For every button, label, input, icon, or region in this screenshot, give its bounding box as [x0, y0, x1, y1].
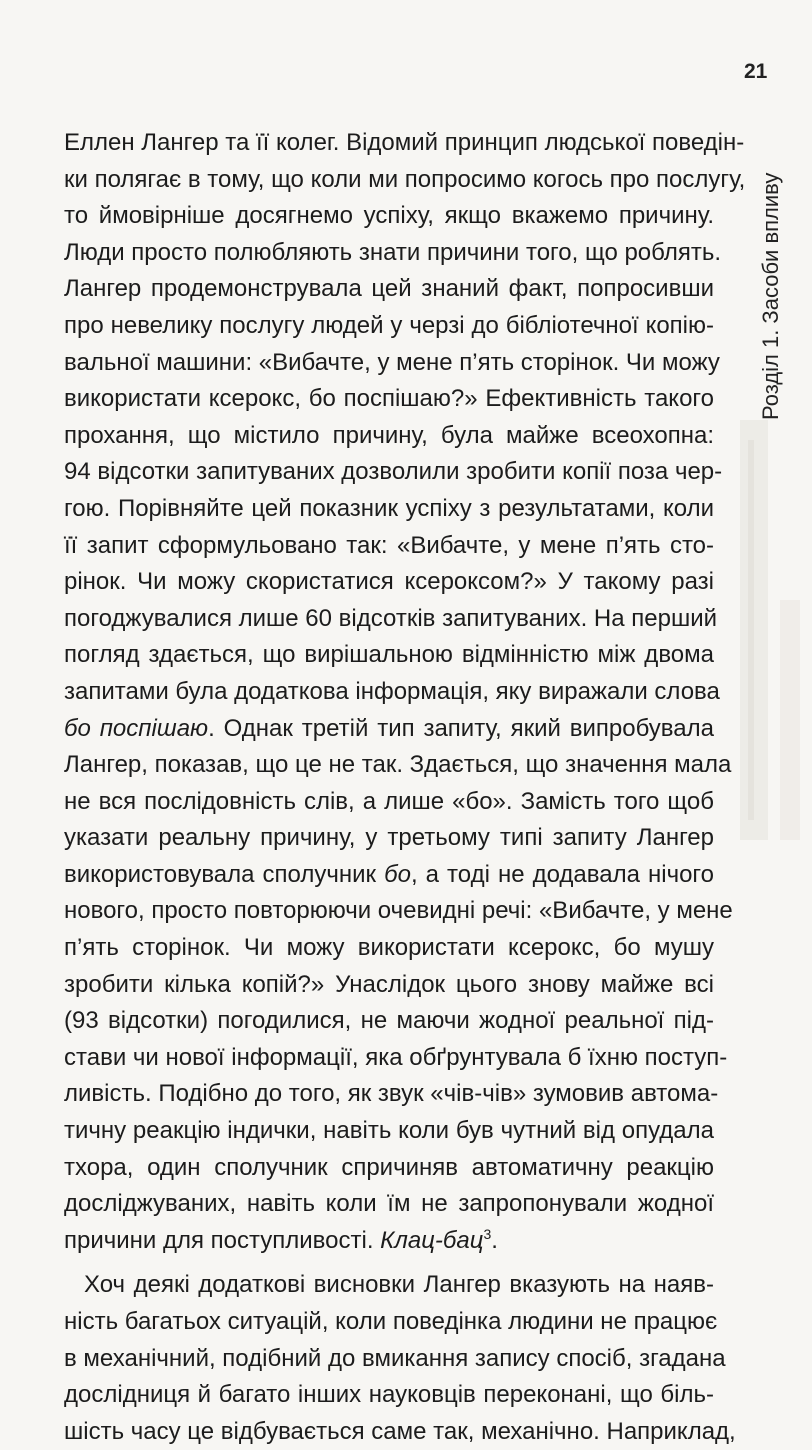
text-line	[64, 1341, 726, 1378]
text-segment: використовувала сполучник	[64, 860, 385, 888]
text-segment: гою. Порівняйте цей показник успіху з результатами, коли	[64, 494, 714, 522]
text-segment: п’ять сторінок. Чи можу використати ксерокс, бо мушу	[64, 934, 714, 962]
text-line	[64, 930, 714, 967]
text-line	[64, 747, 732, 784]
text-segment: Лангер продемонструвала цей знаний факт, попросивши	[64, 275, 714, 303]
italic-phrase: бо	[384, 860, 411, 888]
text-segment: стави чи нової інформації, яка обґрунтувала б їхню поступ-	[64, 1043, 728, 1071]
text-line	[64, 125, 745, 162]
text-segment: використати ксерокс, бо поспішаю?» Ефективність такого	[64, 385, 714, 413]
text-line	[64, 857, 714, 894]
text-segment: . Однак третій тип запиту, який випробувала	[208, 714, 714, 742]
text-segment: не вся послідовність слів, а лише «бо». Замість того щоб	[64, 787, 714, 815]
text-line	[64, 198, 714, 235]
text-line	[64, 1076, 719, 1113]
text-segment: в механічний, подібний до вмикання запису спосіб, згадана	[64, 1344, 726, 1372]
text-line	[64, 784, 714, 821]
text-segment: (93 відсотки) погодилися, не маючи жодної реальної під-	[64, 1007, 714, 1035]
text-line	[64, 1113, 714, 1150]
text-segment: тхора, один сполучник спричиняв автоматичну реакцію	[64, 1153, 714, 1181]
text-line	[64, 381, 714, 418]
text-line	[64, 967, 714, 1004]
text-segment: погоджувалися лише 60 відсотків запитуваних. На перший	[64, 604, 718, 632]
text-line	[64, 601, 718, 638]
text-segment: вальної машини: «Вибачте, у мене п’ять сторінок. Чи можу	[64, 348, 720, 376]
text-segment: .	[491, 1226, 498, 1254]
text-segment: погляд здається, що вирішальною відмінністю між двома	[64, 641, 714, 669]
text-line	[64, 674, 720, 711]
text-line	[64, 1267, 714, 1304]
text-line	[64, 820, 714, 857]
text-line	[64, 1414, 736, 1450]
text-line	[64, 564, 714, 601]
text-line	[64, 308, 714, 345]
text-line	[64, 271, 714, 308]
text-line	[64, 1003, 714, 1040]
text-segment: Еллен Лангер та її колег. Відомий принцип людської поведін-	[64, 129, 745, 156]
text-segment: , а тоді не додавала нічого	[410, 860, 715, 888]
text-line	[64, 162, 746, 199]
text-segment: ливість. Подібно до того, як звук «чів-чів» зумовив автома-	[64, 1080, 719, 1108]
text-segment: про невелику послугу людей у черзі до бібліотечної копію-	[64, 311, 714, 339]
text-line	[64, 491, 714, 528]
text-segment: зробити кілька копій?» Унаслідок цього знову майже всі	[64, 970, 714, 998]
text-segment: ність багатьох ситуацій, коли поведінка людини не працює	[64, 1308, 718, 1335]
text-segment: 94 відсотки запитуваних дозволили зробити копії поза чер-	[64, 458, 723, 486]
text-line	[64, 711, 714, 748]
text-line	[64, 418, 714, 455]
text-segment: указати реальну причину, у третьому типі запиту Лангер	[64, 824, 714, 852]
footnote-marker[interactable]: 3	[483, 1225, 492, 1242]
text-line	[64, 1186, 714, 1223]
text-segment: Люди просто полюбляють знати причини того, що роблять.	[64, 238, 721, 266]
text-line	[64, 637, 714, 674]
text-segment: причини для поступливості.	[64, 1226, 381, 1254]
text-segment: запитами була додаткова інформація, яку виражали слова	[64, 677, 720, 705]
text-line	[64, 528, 714, 565]
text-line	[64, 454, 723, 491]
text-segment: то ймовірніше досягнемо успіху, якщо вкажемо причину.	[64, 202, 714, 230]
text-segment: тичну реакцію індички, навіть коли був чутний від опудала	[64, 1117, 714, 1145]
body-text	[64, 125, 746, 1450]
text-line	[64, 1377, 714, 1414]
text-segment: Лангер, показав, що це не так. Здається, що значення мала	[64, 751, 732, 779]
text-segment: нового, просто повторюючи очевидні речі: «Вибачте, у мене	[64, 897, 733, 925]
text-line	[64, 893, 733, 930]
text-line	[64, 1040, 728, 1077]
italic-phrase: бо поспішаю	[64, 714, 209, 742]
italic-phrase: Клац-бац	[380, 1226, 484, 1254]
text-line	[64, 345, 720, 382]
text-line	[64, 1304, 718, 1341]
paragraph-spacer	[64, 1259, 714, 1267]
text-line	[64, 235, 721, 272]
text-segment: Хоч деякі додаткові висновки Лангер вказують на наяв-	[84, 1271, 714, 1299]
running-head	[758, 120, 798, 420]
text-segment: ки полягає в тому, що коли ми попросимо когось про послугу,	[64, 165, 746, 193]
text-segment: досліджуваних, навіть коли їм не запропонували жодної	[64, 1190, 714, 1218]
page-number: 21	[744, 60, 768, 83]
text-segment: шість часу це відбувається саме так, механічно. Наприклад,	[64, 1417, 736, 1445]
text-line	[64, 1223, 714, 1260]
text-segment: дослідниця й багато інших науковців переконані, що біль-	[64, 1381, 714, 1409]
text-segment: прохання, що містило причину, була майже всеохопна:	[64, 421, 714, 449]
text-line	[64, 1150, 714, 1187]
text-segment: її запит сформульовано так: «Вибачте, у мене п’ять сто-	[64, 531, 714, 559]
running-head-text: Розділ 1. Засоби впливу	[758, 172, 783, 420]
text-segment: рінок. Чи можу скористатися ксероксом?» У такому разі	[64, 568, 714, 596]
